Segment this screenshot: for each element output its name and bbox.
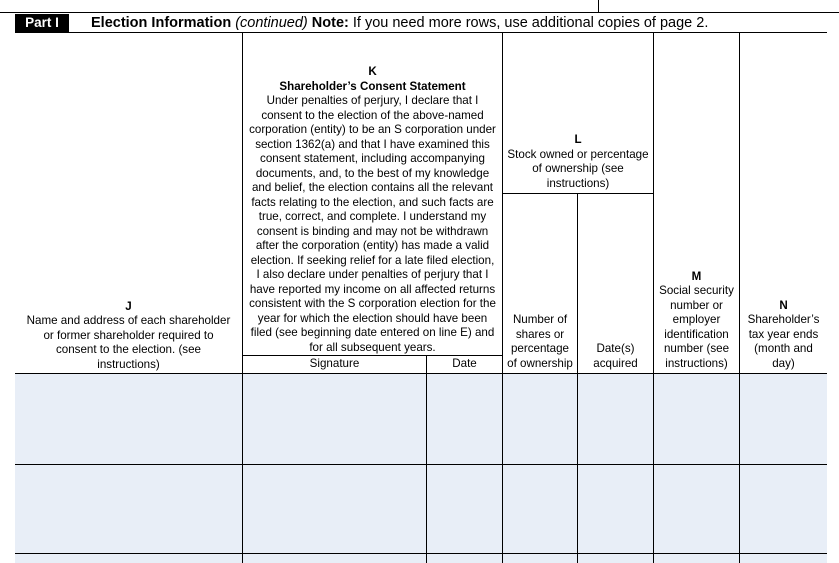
row-1-tax-year-field[interactable] [740, 374, 827, 464]
col-k-text: Under penalties of perjury, I declare that I consent to the election of the above-named corporation (entity) to be an S corporation under section 1362(a) and that I have examined this consent statement, including accompanying documents, and, to the best of my knowledge and belief, the election contains all the relevant facts relating to the election, and such facts are true, correct, and complete. I understand my consent is binding and may not be withdrawn after the corporation (entity) has made a valid election. If seeking relief for a late filed election, I also declare under penalties of perjury that I have reported my income on all affected returns consistent with the S corporation election for the year for which the election should have been filed (see beginning date entered on line E) and for all subsequent years. [249, 94, 496, 354]
row-2-date-field[interactable] [427, 465, 502, 553]
row-2-shares-field[interactable] [503, 465, 577, 553]
col-l-text: Stock owned or percentage of ownership (see instructions) [507, 147, 649, 190]
row-1-date-field[interactable] [427, 374, 502, 464]
row-1-shares-field[interactable] [503, 374, 577, 464]
col-j-text: Name and address of each shareholder or former shareholder required to consent to the election. (see instructions) [26, 314, 231, 371]
row-1-acquired-field[interactable] [578, 374, 653, 464]
row-2-tax-year-field[interactable] [740, 465, 827, 553]
section-title-text: Election Information [91, 15, 232, 31]
col-n-letter: N [779, 298, 788, 312]
col-j-letter: J [125, 299, 132, 313]
col-k-date-header [427, 356, 502, 373]
col-k-title: Shareholder’s Consent Statement [279, 79, 466, 93]
row-2-signature-field[interactable] [243, 465, 426, 553]
row-1-name-address-field[interactable] [15, 374, 242, 464]
col-l-letter: L [574, 133, 582, 146]
date-label: Date [452, 357, 477, 371]
note-label: Note: [311, 15, 349, 31]
col-l-header [503, 33, 653, 193]
col-k-letter: K [368, 65, 377, 78]
part-label: Part I [15, 14, 69, 32]
col-l-dates-text: Date(s) acquired [593, 342, 638, 370]
row-1-signature-field[interactable] [243, 374, 426, 464]
col-n-header [740, 33, 827, 373]
row-1-ssn-field[interactable] [654, 374, 739, 464]
signature-label: Signature [309, 357, 360, 371]
col-j-header [15, 33, 242, 372]
row-2-bottom-rule [15, 553, 827, 554]
col-m-header [654, 33, 739, 373]
col-m-letter: M [691, 269, 702, 283]
section-title [91, 14, 708, 32]
entry-row-3-bg [15, 554, 827, 563]
col-l-shares-header [503, 194, 577, 373]
note-text: If you need more rows, use additional copies of page 2. [352, 15, 709, 31]
part-header [15, 14, 827, 32]
top-divider [598, 0, 599, 12]
col-n-text: Shareholder’s tax year ends (month and day) [747, 313, 820, 370]
row-2-acquired-field[interactable] [578, 465, 653, 553]
col-k-signature-header [243, 356, 426, 373]
row-2-name-address-field[interactable] [15, 465, 242, 553]
row-2-ssn-field[interactable] [654, 465, 739, 553]
col-k-header [243, 37, 502, 355]
col-m-text: Social security number or employer identification number (see instructions) [659, 284, 734, 370]
col-l-dates-header [578, 194, 653, 373]
top-border [0, 12, 839, 13]
section-qualifier: (continued) [235, 15, 308, 31]
col-l-shares-text: Number of shares or percentage of ownership [507, 313, 573, 370]
